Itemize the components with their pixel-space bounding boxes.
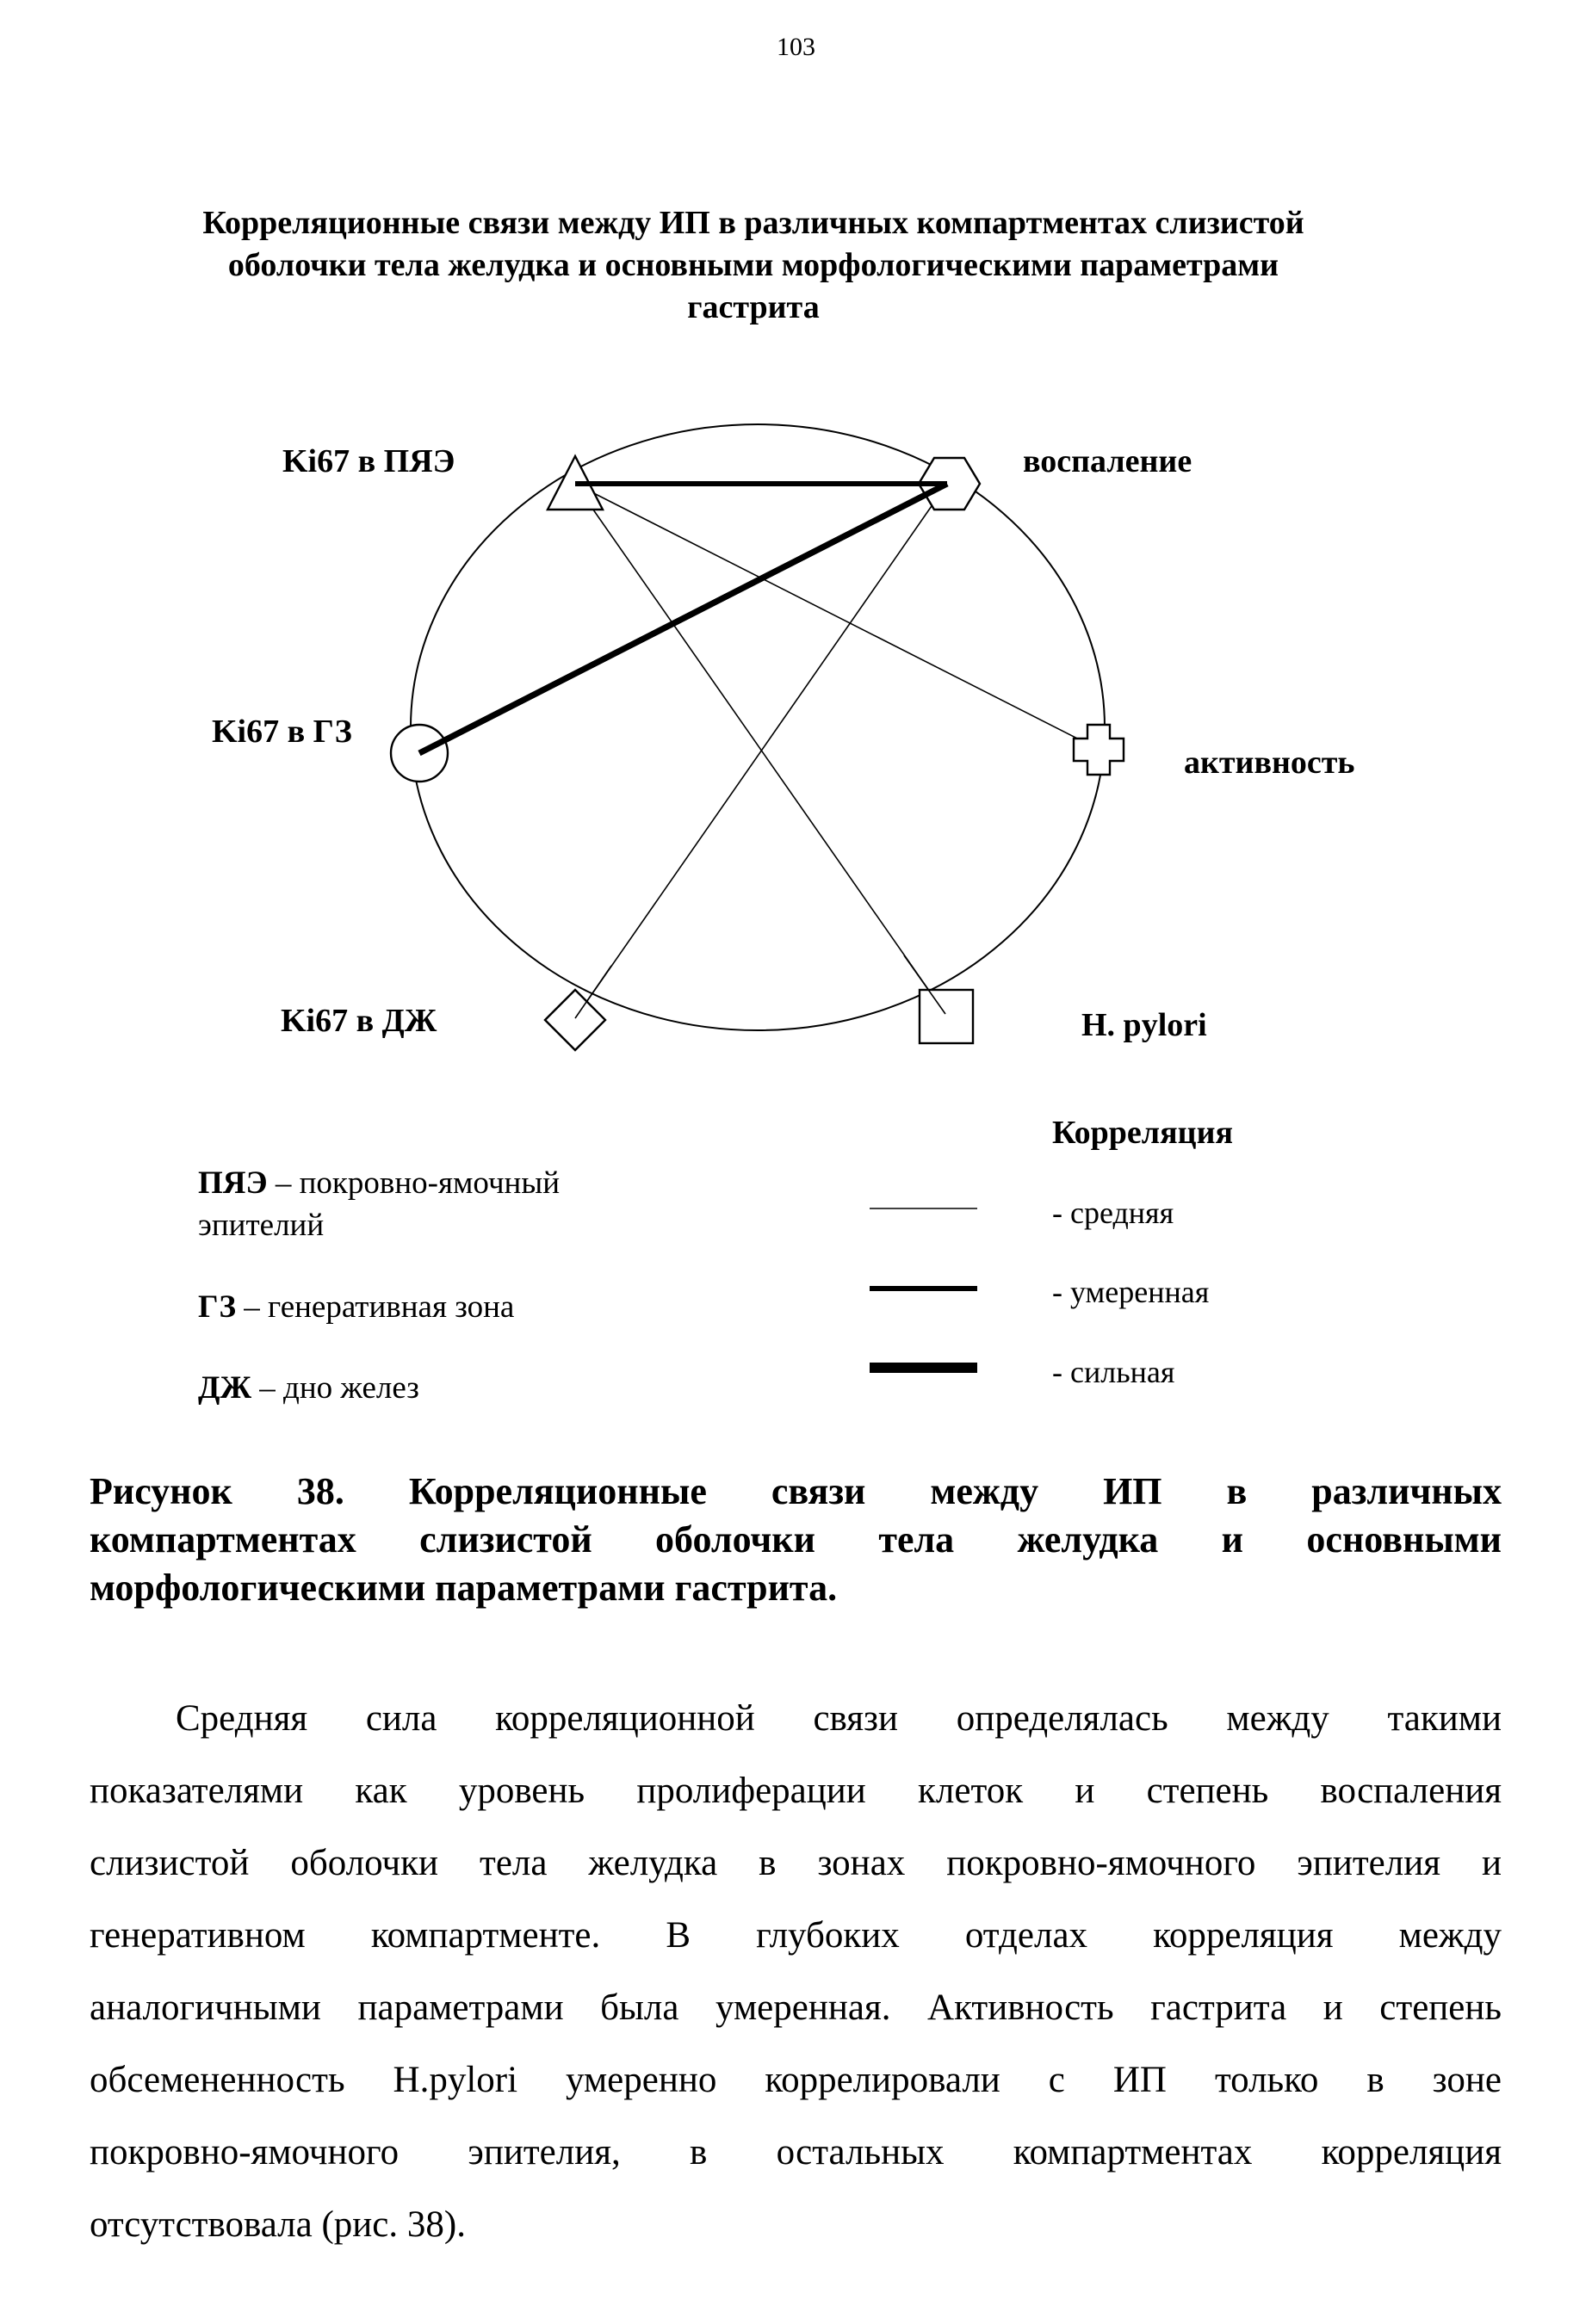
diamond-marker-ki67-dzh: [545, 990, 605, 1050]
node-label-activity: активность: [1184, 745, 1355, 781]
edge-ki67-gz-inflammation-overlay: [419, 484, 947, 753]
figure-title-line: Корреляционные связи между ИП в различных компартментах слизистой: [202, 205, 1304, 241]
body-line: генеративном компартменте. В глубоких отделах корреляция между: [90, 1915, 1502, 1956]
edge-ki67-pye-hpylori: [575, 484, 945, 1014]
edge-ki67-pye-activity: [575, 484, 1098, 749]
body-line: отсутствовала (рис. 38).: [90, 2204, 466, 2245]
abbreviation-legend-dzh: ДЖ – дно желез: [198, 1370, 419, 1406]
abbreviation-legend-gz: ГЗ – генеративная зона: [198, 1289, 515, 1325]
node-label-hpylori: H. pylori: [1081, 1007, 1207, 1043]
legend-label-medium-strength: - средняя: [1052, 1196, 1174, 1230]
abbr-pye-cont: эпителий: [198, 1208, 325, 1243]
caption-line: Рисунок 38. Корреляционные связи между ИП в различных: [90, 1470, 1502, 1512]
body-line: покровно-ямочного эпителия, в остальных компартментах корреляция: [90, 2132, 1502, 2173]
abbr-pye: ПЯЭ – покровно-ямочный: [198, 1165, 561, 1201]
body-line: обсемененность H.pylori умеренно коррелировали с ИП только в зоне: [90, 2060, 1502, 2100]
node-label-ki67-dzh: Ki67 в ДЖ: [281, 1003, 437, 1039]
square-marker-hpylori: [920, 990, 973, 1043]
node-label-ki67-gz: Ki67 в ГЗ: [212, 714, 352, 750]
body-line: аналогичными параметрами была умеренная. Активность гастрита и степень: [90, 1987, 1502, 2028]
body-paragraph: [90, 1683, 1502, 2261]
diagram-circle: [411, 424, 1105, 1030]
body-line: слизистой оболочки тела желудка в зонах покровно-ямочного эпителия и: [90, 1843, 1502, 1883]
body-line: показателями как уровень пролиферации клеток и степень воспаления: [90, 1771, 1502, 1811]
node-label-inflammation: воспаление: [1023, 443, 1192, 479]
caption-line: морфологическими параметрами гастрита.: [90, 1567, 838, 1609]
caption-line: компартментах слизистой оболочки тела желудка и основными: [90, 1518, 1502, 1561]
cross-marker-activity: [1074, 725, 1124, 775]
figure-caption: [90, 1468, 1502, 1612]
body-line: Средняя сила корреляционной связи определялась между такими: [176, 1698, 1502, 1739]
figure-title-line: оболочки тела желудка и основными морфологическими параметрами: [227, 247, 1279, 283]
node-label-ki67-pye: Ki67 в ПЯЭ: [282, 443, 455, 479]
page-number: 103: [777, 33, 815, 61]
legend-label-moderate-strength: - умеренная: [1052, 1275, 1210, 1309]
legend-label-strong-strength: - сильная: [1052, 1355, 1175, 1389]
abbreviation-legend-pye: [198, 1162, 680, 1246]
correlation-legend-title: Корреляция: [1052, 1115, 1234, 1151]
figure-title-line: гастрита: [687, 289, 820, 325]
